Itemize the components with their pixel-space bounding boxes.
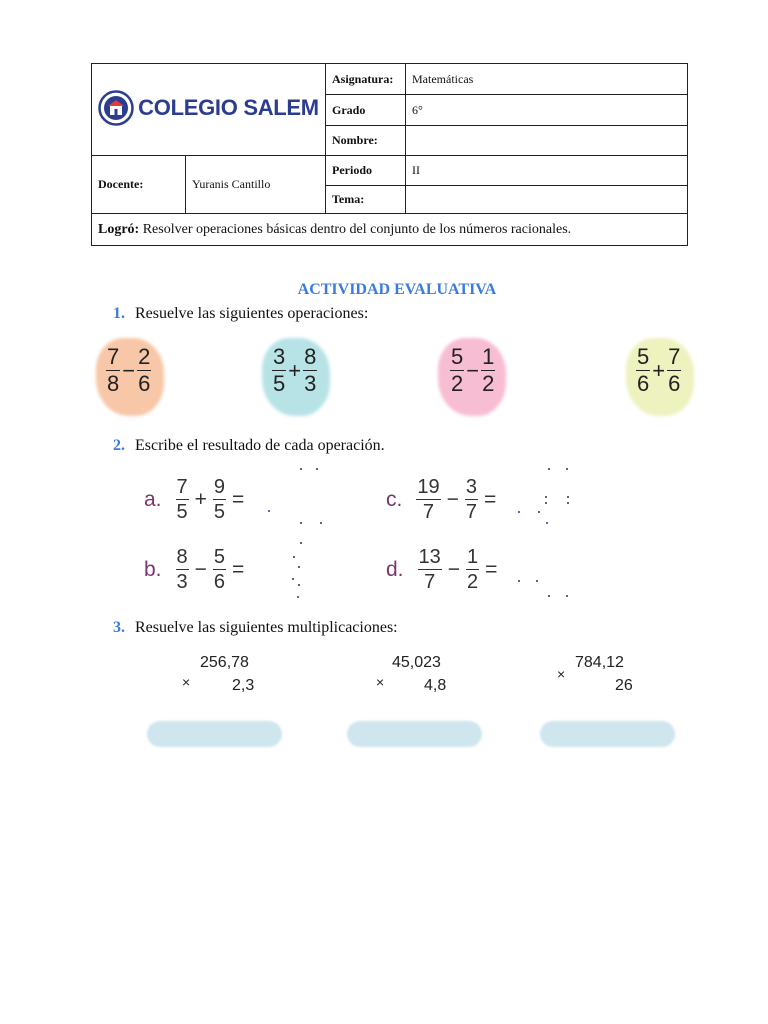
item-letter: c. [386,487,403,511]
school-name: COLEGIO SALEM [138,94,319,120]
logo-cell [92,64,326,156]
docente-label: Docente: [92,156,186,214]
grado-label: Grado [326,95,406,126]
item-letter: a. [144,487,162,511]
periodo-value: II [406,156,688,186]
numerator: 7 [668,344,681,369]
numerator: 5 [637,344,650,369]
denominator: 7 [422,501,435,523]
equals-sign: = [232,487,245,511]
multiplier: 2,3 [232,677,255,694]
asignatura-label: Asignatura: [326,64,406,95]
operator: + [652,357,666,383]
q2-operation-d [386,547,497,592]
operator: − [447,557,461,581]
answer-box[interactable] [147,721,282,747]
question-text: Resuelve las siguientes multiplicaciones: [135,619,398,636]
denominator: 5 [176,501,188,523]
multiplication-1 [182,654,272,698]
numerator: 3 [273,344,286,369]
numerator: 13 [418,546,441,568]
logro-row [92,214,688,246]
denominator: 3 [304,371,317,396]
multiplication-2 [376,654,466,698]
answer-box[interactable] [347,721,482,747]
question-number: 2. [113,437,125,454]
item-letter: d. [386,557,404,581]
operator: − [122,357,136,383]
times-sign: × [182,674,191,690]
times-sign: × [557,666,566,682]
equals-sign: = [483,487,497,511]
denominator: 2 [482,371,495,396]
numerator: 7 [107,344,120,369]
numerator: 9 [213,476,226,498]
school-crest-icon [98,90,134,126]
operator: − [446,487,459,511]
denominator: 5 [213,501,226,523]
denominator: 5 [273,371,286,396]
logro-label: Logró: [98,221,140,237]
question-2 [113,437,385,455]
numerator: 2 [138,344,151,369]
multiplier: 4,8 [424,677,447,694]
denominator: 2 [467,571,479,593]
equals-sign: = [485,557,498,581]
q1-operation [272,346,317,395]
multiplication-3 [557,654,647,698]
denominator: 7 [424,571,436,593]
nombre-label: Nombre: [326,126,406,156]
asignatura-value: Matemáticas [406,64,688,95]
numerator: 5 [213,546,226,568]
q1-operation [450,346,495,395]
q2-operation-b [144,547,244,592]
operator: + [194,487,207,511]
grado-value: 6° [406,95,688,126]
denominator: 6 [668,371,681,396]
question-1 [113,305,368,323]
numerator: 1 [482,344,495,369]
tema-label: Tema: [326,186,406,214]
q2-operation-a [144,477,244,522]
numerator: 8 [176,546,188,568]
header-table [91,63,688,246]
numerator: 19 [417,476,440,498]
times-sign: × [376,674,385,690]
question-number: 1. [113,305,125,322]
page-title: ACTIVIDAD EVALUATIVA [297,281,497,298]
multiplicand: 784,12 [575,654,624,671]
denominator: 6 [138,371,151,396]
denominator: 3 [176,571,188,593]
question-text: Escribe el resultado de cada operación. [135,437,385,454]
operator: − [466,357,480,383]
denominator: 6 [213,571,226,593]
periodo-label: Periodo [326,156,406,186]
denominator: 8 [107,371,120,396]
nombre-field[interactable] [406,126,688,156]
school-logo [98,90,319,126]
question-number: 3. [113,619,125,636]
multiplicand: 45,023 [392,654,441,671]
denominator: 2 [451,371,464,396]
numerator: 3 [465,476,477,498]
q1-operation [636,346,681,395]
multiplier: 26 [615,677,633,694]
item-letter: b. [144,557,162,581]
q2-operation-c [386,477,496,522]
equals-sign: = [232,557,245,581]
question-3 [113,619,398,637]
q1-operation [106,346,151,395]
numerator: 8 [304,344,317,369]
question-text: Resuelve las siguientes operaciones: [135,305,369,322]
numerator: 7 [176,476,188,498]
docente-value: Yuranis Cantillo [186,156,326,214]
denominator: 6 [637,371,650,396]
numerator: 1 [467,546,479,568]
multiplicand: 256,78 [200,654,249,671]
numerator: 5 [451,344,464,369]
logro-text: Resolver operaciones básicas dentro del conjunto de los números racionales. [142,221,572,237]
answer-box[interactable] [540,721,675,747]
denominator: 7 [465,501,477,523]
tema-field[interactable] [406,186,688,214]
operator: + [288,357,302,383]
operator: − [194,557,207,581]
